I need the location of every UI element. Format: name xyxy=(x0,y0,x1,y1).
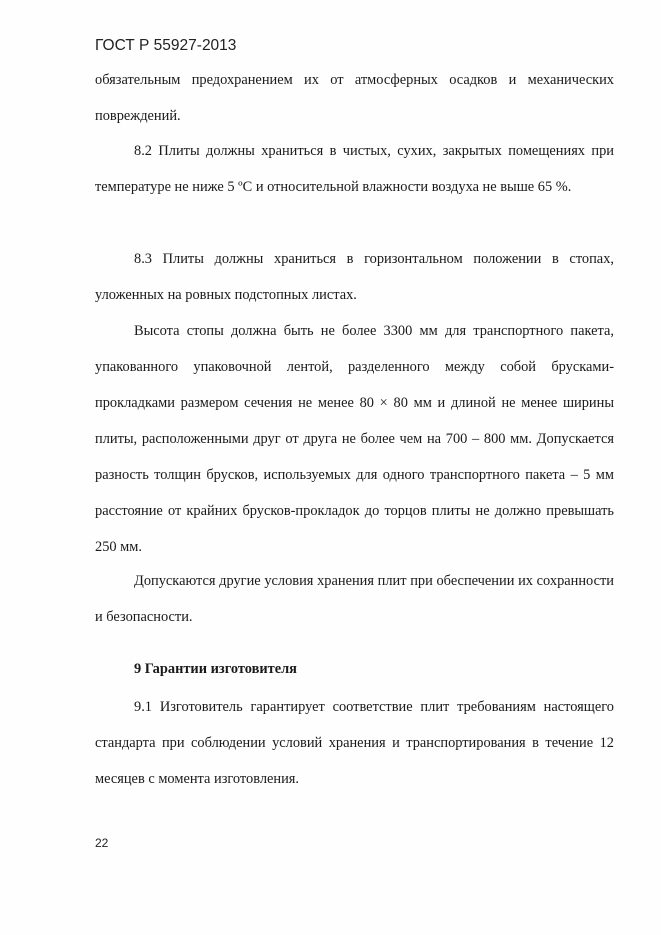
paragraph-continuation: обязательным предохранением их от атмосферных осадков и механических повреждений. xyxy=(95,72,614,124)
paragraph-stack-height: Высота стопы должна быть не более 3300 мм для транспортного пакета, упакованного упаковочной лентой, разделенного между собой брусками-прокладками размером сечения не менее 80 × 80 мм и длиной не менее ширины плиты, расположенными друг от друга не более чем на 700 – 800 мм. Допускается разность толщин брусков, используемых для одного транспортного пакета – 5 мм расстояние от крайних брусков-прокладок до торцов плиты не должно превышать 250 мм. xyxy=(95,323,614,555)
paragraph-8-2: 8.2 Плиты должны храниться в чистых, сухих, закрытых помещениях при температуре не ниже 5 ºС и относительной влажности воздуха не выше 65 %. xyxy=(95,143,614,195)
paragraph-9-1: 9.1 Изготовитель гарантирует соответствие плит требованиям настоящего стандарта при соблюдении условий хранения и транспортирования в течение 12 месяцев с момента изготовления. xyxy=(95,699,614,787)
paragraph-other-conditions: Допускаются другие условия хранения плит при обеспечении их сохранности и безопасности. xyxy=(95,573,614,625)
section-heading: 9 Гарантии изготовителя xyxy=(134,661,297,677)
page-number: 22 xyxy=(95,836,109,850)
document-code: ГОСТ Р 55927-2013 xyxy=(95,37,237,54)
paragraph-8-3: 8.3 Плиты должны храниться в горизонтальном положении в стопах, уложенных на ровных подстопных листах. xyxy=(95,251,614,303)
